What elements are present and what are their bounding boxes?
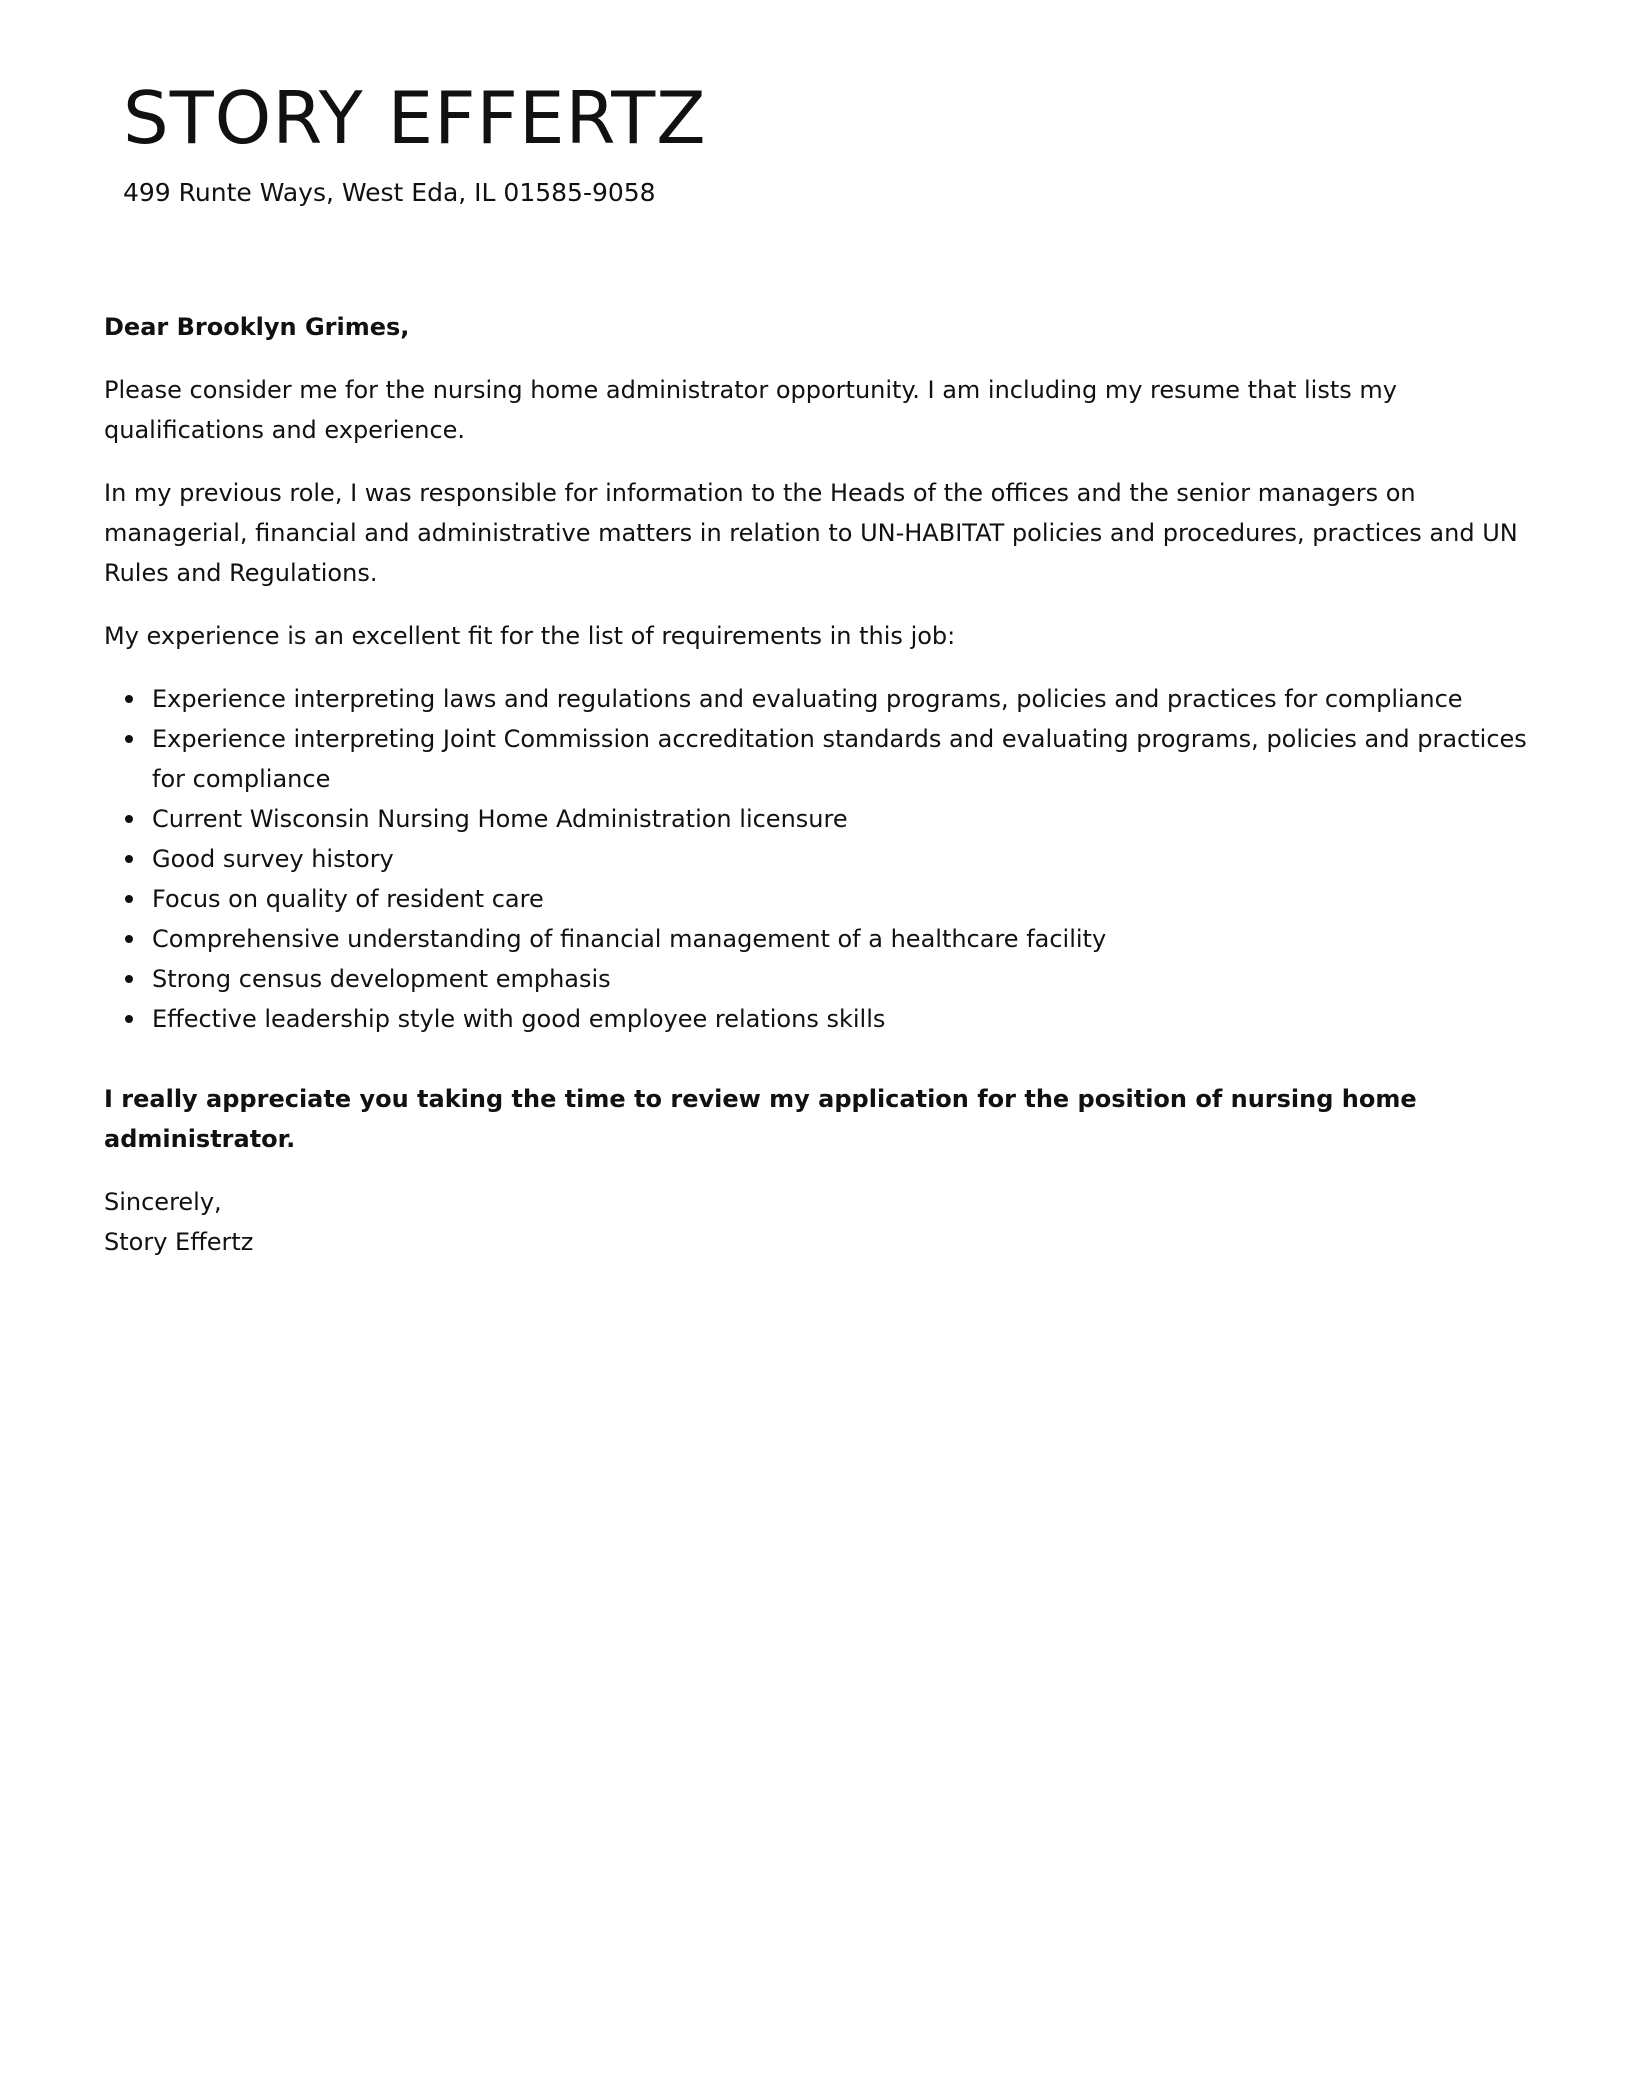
valediction: Sincerely, [104, 1188, 222, 1216]
salutation: Dear Brooklyn Grimes, [104, 313, 410, 341]
experience-paragraph: In my previous role, I was responsible for information to the Heads of the offices and the senior managers on managerial, financial and administrative matters in relation to UN-HABITAT policies and procedures, practices and UN Rules and Regulations. [104, 479, 1518, 587]
applicant-address: 499 Runte Ways, West Eda, IL 01585-9058 [123, 178, 656, 207]
list-item [152, 719, 1549, 799]
requirement-text: Experience interpreting laws and regulations and evaluating programs, policies and practices for compliance [152, 685, 1463, 713]
requirement-text: Focus on quality of resident care [152, 885, 544, 913]
requirement-text: Strong census development emphasis [152, 965, 611, 993]
signature-name: Story Effertz [104, 1228, 254, 1256]
list-item [152, 839, 1549, 879]
requirements-intro: My experience is an excellent fit for the list of requirements in this job: [104, 622, 956, 650]
bullet-icon [125, 735, 133, 743]
applicant-name: STORY EFFERTZ [123, 76, 707, 160]
requirement-text: Good survey history [152, 845, 394, 873]
letter-body [104, 307, 1549, 1262]
letter-header [123, 70, 707, 210]
bullet-icon [125, 855, 133, 863]
intro-paragraph: Please consider me for the nursing home administrator opportunity. I am including my resume that lists my qualifications and experience. [104, 376, 1397, 444]
list-item [152, 959, 1549, 999]
list-item [152, 919, 1549, 959]
requirements-list [104, 679, 1549, 1039]
list-item [152, 799, 1549, 839]
requirement-text: Current Wisconsin Nursing Home Administration licensure [152, 805, 848, 833]
bullet-icon [125, 1015, 133, 1023]
bullet-icon [125, 815, 133, 823]
signoff [104, 1182, 1549, 1262]
requirement-text: Comprehensive understanding of financial management of a healthcare facility [152, 925, 1107, 953]
bullet-icon [125, 935, 133, 943]
requirement-text: Effective leadership style with good employee relations skills [152, 1005, 886, 1033]
requirement-text: Experience interpreting Joint Commission accreditation standards and evaluating programs, policies and practices for compliance [152, 725, 1527, 793]
list-item [152, 999, 1549, 1039]
list-item [152, 679, 1549, 719]
bullet-icon [125, 975, 133, 983]
closing-paragraph: I really appreciate you taking the time to review my application for the position of nursing home administrator. [104, 1085, 1417, 1153]
bullet-icon [125, 895, 133, 903]
bullet-icon [125, 695, 133, 703]
list-item [152, 879, 1549, 919]
